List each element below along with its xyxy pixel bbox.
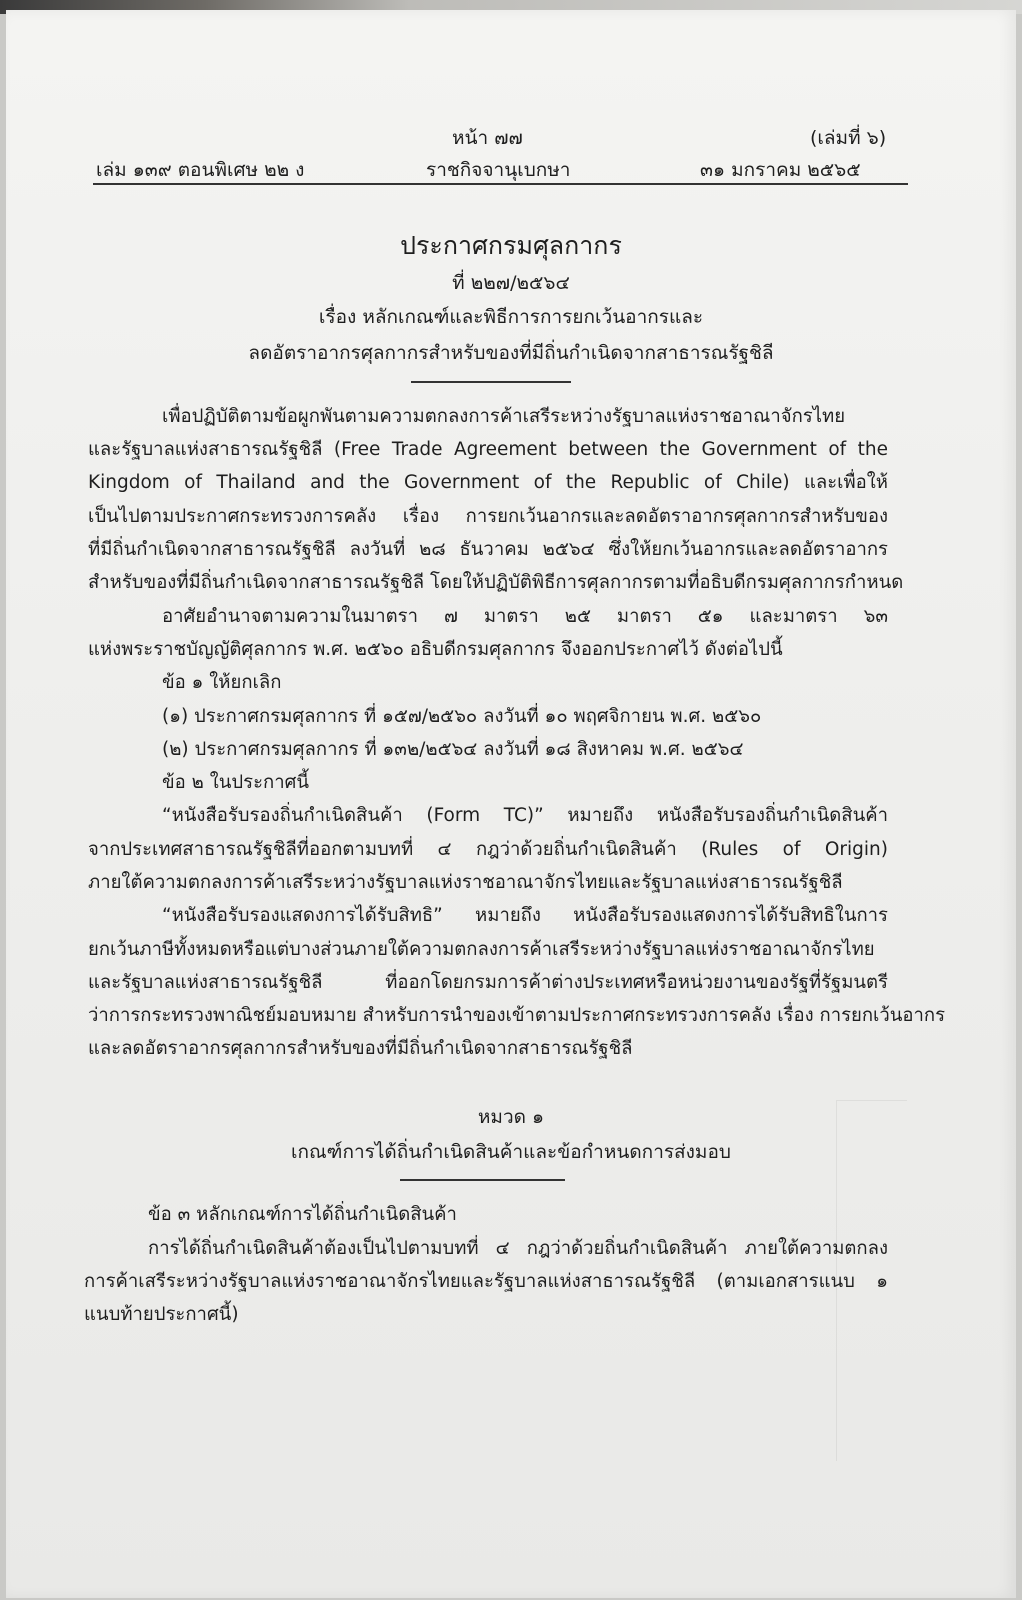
subject-line-1: เรื่อง หลักเกณฑ์และพิธีการการยกเว้นอากรและ (318, 306, 704, 328)
volume-set: (เล่มที่ ๖) (810, 127, 887, 149)
announcement-number: ที่ ๒๒๗/๒๕๖๔ (452, 272, 570, 294)
page-number: หน้า ๗๗ (452, 127, 523, 149)
chapter-rule (400, 1179, 565, 1181)
body-line: Kingdom of Thailand and the Government of the Republic of Chile) และเพื่อให้ (88, 472, 888, 493)
volume-issue: เล่ม ๑๓๙ ตอนพิเศษ ๒๒ ง (96, 159, 305, 181)
body-line: สำหรับของที่มีถิ่นกำเนิดจากสาธารณรัฐชิลี โดยให้ปฏิบัติพิธีการศุลกากรตามที่อธิบดีกรมศุลกากรกำหนด (88, 572, 904, 593)
clause-1-heading: ข้อ ๑ ให้ยกเลิก (162, 672, 282, 693)
header-rule (93, 183, 908, 185)
clause-2-heading: ข้อ ๒ ในประกาศนี้ (162, 772, 309, 793)
body-line: การได้ถิ่นกำเนิดสินค้าต้องเป็นไปตามบทที่ ๔ กฎว่าด้วยถิ่นกำเนิดสินค้า ภายใต้ความตกลง (148, 1238, 888, 1259)
definition-line: จากประเทศสาธารณรัฐชิลีที่ออกตามบทที่ ๔ กฎว่าด้วยถิ่นกำเนิดสินค้า (Rules of Origin) (88, 839, 888, 860)
announcement-title: ประกาศกรมศุลกากร (400, 231, 622, 260)
title-rule (411, 381, 571, 383)
clause-1-item-1: (๑) ประกาศกรมศุลกากร ที่ ๑๕๗/๒๕๖๐ ลงวันที่ ๑๐ พฤศจิกายน พ.ศ. ๒๕๖๐ (162, 706, 762, 727)
chapter-title: เกณฑ์การได้ถิ่นกำเนิดสินค้าและข้อกำหนดการส่งมอบ (291, 1141, 731, 1163)
body-line: ที่มีถิ่นกำเนิดจากสาธารณรัฐชิลี ลงวันที่ ๒๘ ธันวาคม ๒๕๖๔ ซึ่งให้ยกเว้นอากรและลดอัตราอากร (88, 539, 888, 560)
clause-1-item-2: (๒) ประกาศกรมศุลกากร ที่ ๑๓๒/๒๕๖๔ ลงวันที่ ๑๘ สิงหาคม พ.ศ. ๒๕๖๔ (162, 739, 744, 760)
publication-date: ๓๑ มกราคม ๒๕๖๕ (700, 159, 861, 181)
body-line: การค้าเสรีระหว่างรัฐบาลแห่งราชอาณาจักรไทยและรัฐบาลแห่งสาธารณรัฐชิลี (ตามเอกสารแนบ ๑ (84, 1271, 888, 1292)
definition-line: และรัฐบาลแห่งสาธารณรัฐชิลี ที่ออกโดยกรมการค้าต่างประเทศหรือหน่วยงานของรัฐที่รัฐมนตรี (88, 972, 888, 993)
chapter-label: หมวด ๑ (477, 1106, 545, 1128)
definition-line: ภายใต้ความตกลงการค้าเสรีระหว่างรัฐบาลแห่งราชอาณาจักรไทยและรัฐบาลแห่งสาธารณรัฐชิลี (88, 872, 843, 893)
definition-line: และลดอัตราอากรศุลกากรสำหรับของที่มีถิ่นกำเนิดจากสาธารณรัฐชิลี (88, 1038, 633, 1059)
definition-line: ว่าการกระทรวงพาณิชย์มอบหมาย สำหรับการนำของเข้าตามประกาศกระทรวงการคลัง เรื่อง การยกเว้นอากร (88, 1005, 946, 1026)
definition-line: “หนังสือรับรองแสดงการได้รับสิทธิ” หมายถึง หนังสือรับรองแสดงการได้รับสิทธิในการ (162, 905, 888, 926)
body-line: แห่งพระราชบัญญัติศุลกากร พ.ศ. ๒๕๖๐ อธิบดีกรมศุลกากร จึงออกประกาศไว้ ดังต่อไปนี้ (88, 639, 783, 660)
body-line: และรัฐบาลแห่งสาธารณรัฐชิลี (Free Trade Agreement between the Government of the (88, 439, 888, 460)
publication-name: ราชกิจจานุเบกษา (426, 159, 571, 181)
definition-line: “หนังสือรับรองถิ่นกำเนิดสินค้า (Form TC)” หมายถึง หนังสือรับรองถิ่นกำเนิดสินค้า (162, 805, 888, 826)
body-line: เป็นไปตามประกาศกระทรวงการคลัง เรื่อง การยกเว้นอากรและลดอัตราอากรศุลกากรสำหรับของ (88, 506, 888, 527)
clause-3-heading: ข้อ ๓ หลักเกณฑ์การได้ถิ่นกำเนิดสินค้า (148, 1204, 457, 1225)
definition-line: ยกเว้นภาษีทั้งหมดหรือแต่บางส่วนภายใต้ความตกลงการค้าเสรีระหว่างรัฐบาลแห่งราชอาณาจักรไทย (88, 939, 875, 960)
body-line: แนบท้ายประกาศนี้) (84, 1304, 239, 1325)
body-line: เพื่อปฏิบัติตามข้อผูกพันตามความตกลงการค้าเสรีระหว่างรัฐบาลแห่งราชอาณาจักรไทย (162, 406, 846, 427)
body-line: อาศัยอำนาจตามความในมาตรา ๗ มาตรา ๒๕ มาตรา ๕๑ และมาตรา ๖๓ (162, 606, 888, 627)
subject-line-2: ลดอัตราอากรศุลกากรสำหรับของที่มีถิ่นกำเนิดจากสาธารณรัฐชิลี (248, 342, 774, 364)
